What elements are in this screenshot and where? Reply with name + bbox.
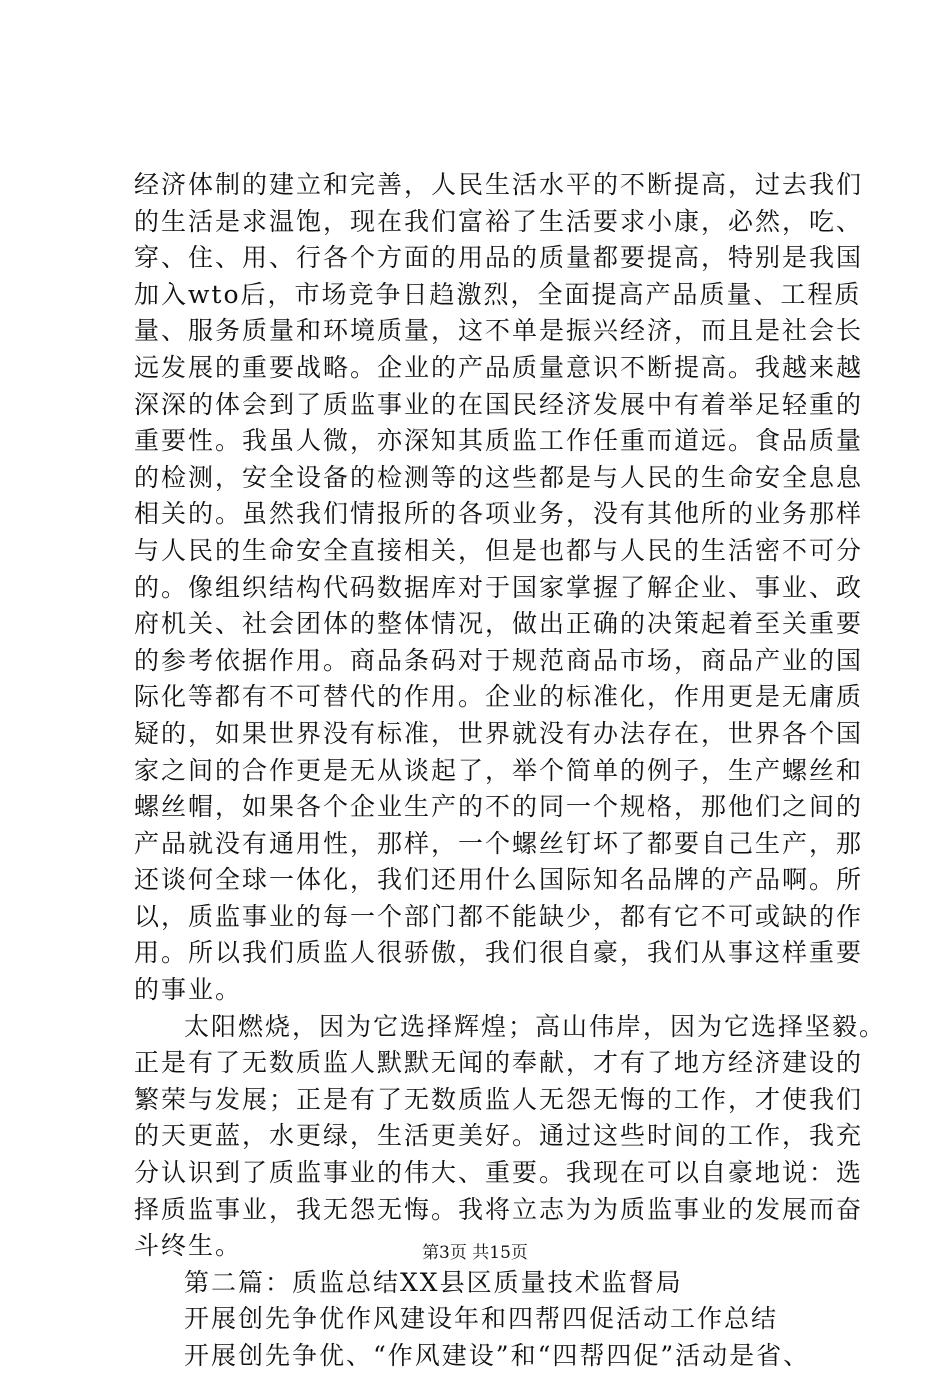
text-line: 以，质监事业的每一个部门都不能缺少，都有它不可或缺的作 (134, 901, 864, 931)
text-line: 深深的体会到了质监事业的在国民经济发展中有着举足轻重的 (134, 389, 864, 419)
text-line: 相关的。虽然我们情报所的各项业务，没有其他所的业务那样 (134, 499, 864, 529)
text-line: 还谈何全球一体化，我们还用什么国际知名品牌的产品啊。所 (134, 865, 864, 895)
text-line: 际化等都有不可替代的作用。企业的标准化，作用更是无庸质 (134, 682, 864, 712)
paragraph-start-line: 开展创先争优、“作风建设”和“四帮四促”活动是省、 (184, 1341, 811, 1370)
text-line: 经济体制的建立和完善，人民生活水平的不断提高，过去我们 (134, 170, 864, 199)
page-number-footer: 第3页 共15页 (422, 1243, 528, 1263)
text-line: 家之间的合作更是无从谈起了，举个简单的例子，生产螺丝和 (134, 755, 864, 785)
text-line: 疑的，如果世界没有标准，世界就没有办法存在，世界各个国 (134, 718, 864, 748)
text-line: 正是有了无数质监人默默无闻的奉献，才有了地方经济建设的 (134, 1048, 864, 1078)
document-body (134, 167, 887, 1375)
text-line: 的参考依据作用。商品条码对于规范商品市场，商品产业的国 (134, 645, 864, 675)
section-subheading: 开展创先争优作风建设年和四帮四促活动工作总结 (184, 1304, 779, 1334)
text-line: 重要性。我虽人微，亦深知其质监工作任重而道远。食品质量 (134, 426, 864, 456)
paragraph-start-line: 太阳燃烧，因为它选择辉煌；高山伟岸，因为它选择坚毅。 (184, 1011, 887, 1041)
text-line: 远发展的重要战略。企业的产品质量意识不断提高。我越来越 (134, 352, 864, 382)
text-line: 的检测，安全设备的检测等的这些都是与人民的生命安全息息 (134, 462, 864, 492)
text-line: 的生活是求温饱，现在我们富裕了生活要求小康，必然，吃、 (134, 206, 864, 236)
text-line: 的事业。 (134, 975, 243, 1005)
section-heading: 第二篇：质监总结XX县区质量技术监督局 (184, 1267, 683, 1297)
text-line: 螺丝帽，如果各个企业生产的不的同一个规格，那他们之间的 (134, 792, 864, 822)
text-line: 加入wto后，市场竞争日趋激烈，全面提高产品质量、工程质 (134, 279, 862, 309)
text-line: 斗终生。 (134, 1231, 243, 1261)
text-line: 量、服务质量和环境质量，这不单是振兴经济，而且是社会长 (134, 316, 864, 346)
text-line: 府机关、社会团体的整体情况，做出正确的决策起着至关重要 (134, 609, 864, 639)
text-line: 繁荣与发展；正是有了无数质监人无怨无悔的工作，才使我们 (134, 1084, 864, 1114)
text-line: 择质监事业，我无怨无悔。我将立志为为质监事业的发展而奋 (134, 1194, 864, 1224)
text-line: 的。像组织结构代码数据库对于国家掌握了解企业、事业、政 (134, 572, 864, 602)
text-line: 用。所以我们质监人很骄傲，我们很自豪，我们从事这样重要 (134, 938, 864, 968)
text-line: 分认识到了质监事业的伟大、重要。我现在可以自豪地说：选 (134, 1158, 864, 1188)
text-line: 穿、住、用、行各个方面的用品的质量都要提高，特别是我国 (134, 243, 864, 273)
text-line: 产品就没有通用性，那样，一个螺丝钉坏了都要自己生产，那 (134, 828, 864, 858)
text-line: 的天更蓝，水更绿，生活更美好。通过这些时间的工作，我充 (134, 1121, 864, 1151)
text-line: 与人民的生命安全直接相关，但是也都与人民的生活密不可分 (134, 535, 864, 565)
